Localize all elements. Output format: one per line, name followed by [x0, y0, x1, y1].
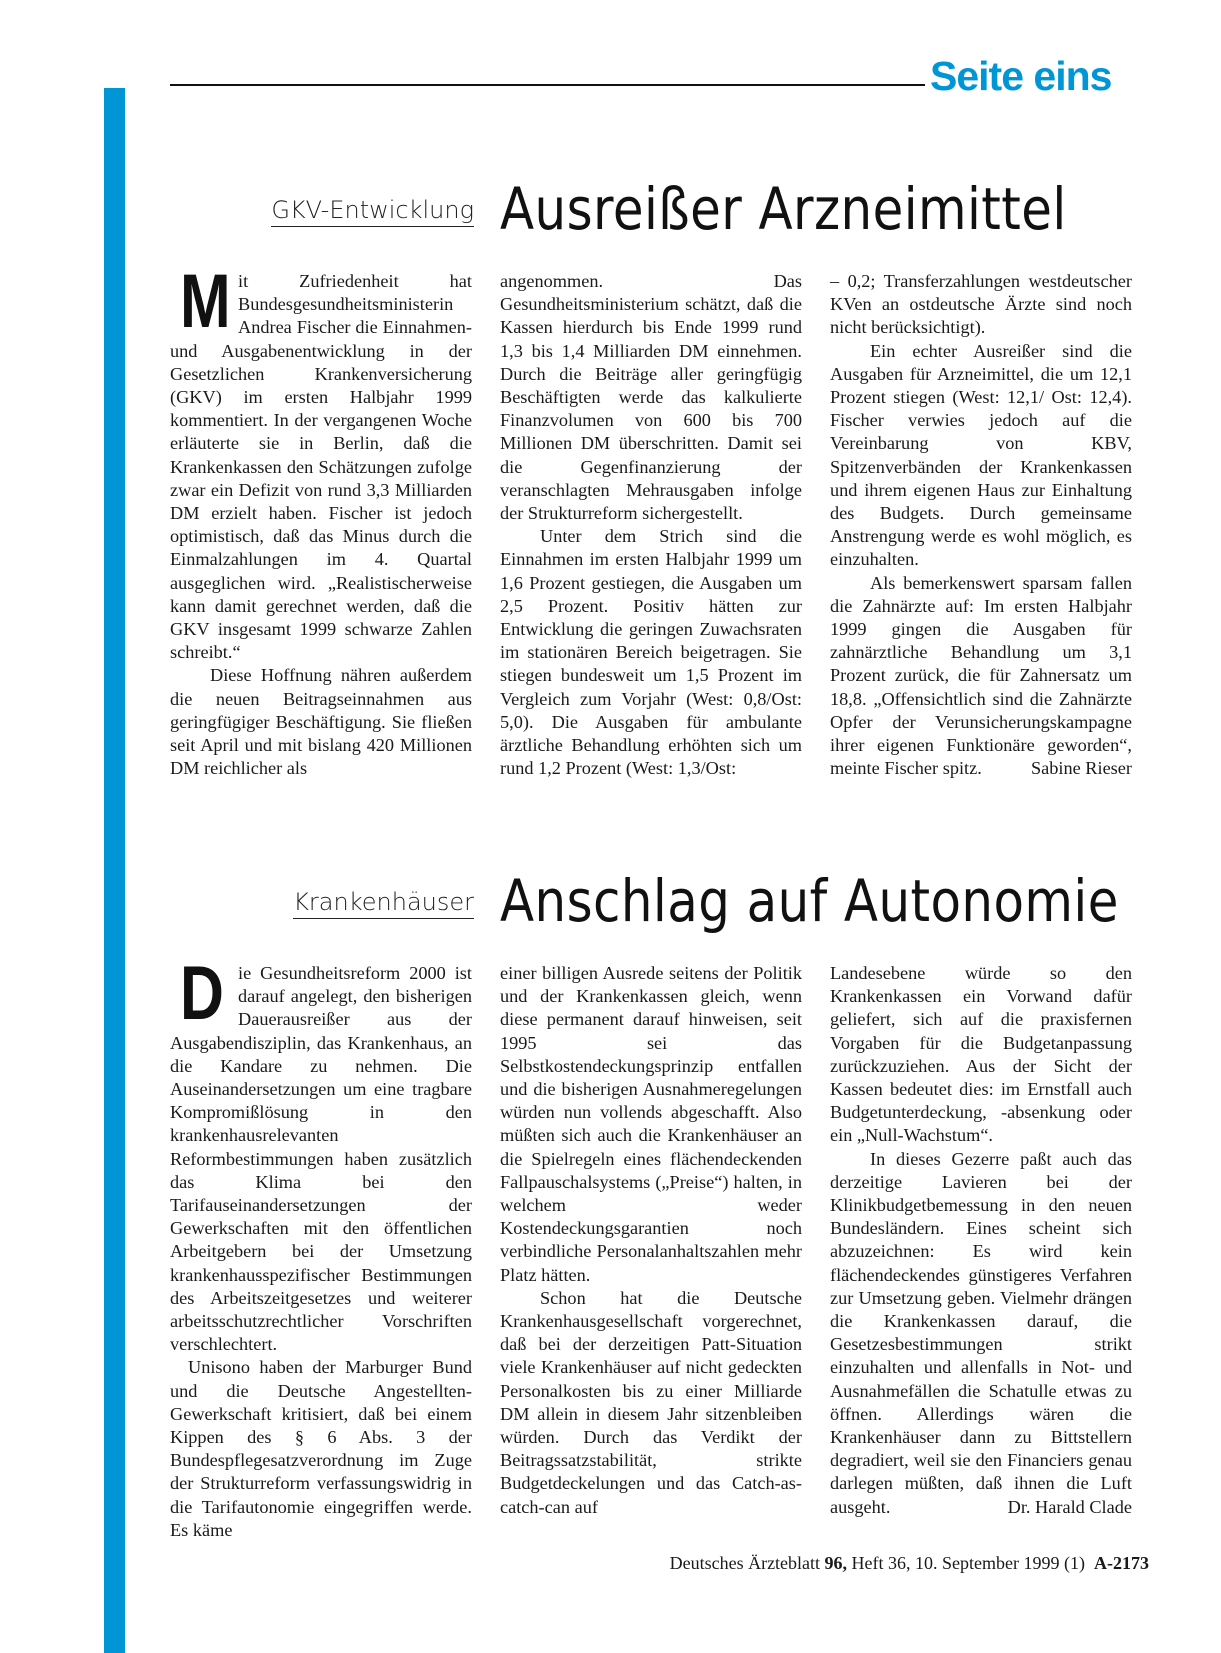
accent-sidebar-bar — [104, 88, 125, 1653]
page-footer — [670, 1553, 1149, 1574]
article1-paragraph: Diese Hoffnung nähren außerdem die neuen Beitragseinnahmen aus geringfügiger Beschäftigung. Sie fließen seit April und mit bislang 420 Millionen DM reichlicher als — [170, 665, 472, 779]
article1-author: Sabine Rieser — [1030, 758, 1132, 779]
article1-paragraph: Ein echter Ausreißer sind die Ausgaben für Arzneimittel, die um 12,1 Prozent stiegen (West: 12,1/ Ost: 12,4). Fischer verwies jedoch auf die Vereinbarung von KBV, Spitzenverbänden der Krankenkassen und ihrem eigenen Haus zur Einhaltung des Budgets. Durch gemeinsame Anstrengung werde es wohl möglich, es einzuhalten. — [830, 340, 1132, 570]
article1-column-2 — [500, 270, 802, 780]
article2-paragraph: Landesebene würde so den Krankenkassen ein Vorwand dafür geliefert, sich auf die praxisfernen Vorgaben für die Budgetanpassung zurückzuziehen. Aus der Sicht der Kassen bedeutet dies: im Ernstfall auch Budgetunterdeckung, -absenkung oder ein „Null-Wachstum“. — [830, 963, 1132, 1146]
article2-column-3 — [830, 962, 1132, 1519]
article1-paragraph: – 0,2; Transferzahlungen westdeutscher KVen an ostdeutsche Ärzte sind noch nicht berücksichtigt). — [830, 271, 1132, 338]
article2-paragraph: Schon hat die Deutsche Krankenhausgesellschaft vorgerechnet, daß bei der derzeitigen Patt-Situation viele Krankenhäuser auf nicht gedeckten Personalkosten bis zu einer Milliarde DM allein in diesem Jahr sitzenbleiben würden. Durch das Verdikt der Beitragssatzstabilität, strikte Budgetdeckelungen und das Catch-as-catch-can auf — [500, 1287, 802, 1517]
footer-page-number: A-2173 — [1094, 1553, 1149, 1573]
article2-paragraph: Unisono haben der Marburger Bund und die Deutsche Angestellten-Gewerkschaft kritisiert, daß bei einem Kippen des § 6 Abs. 3 der Bundespflegesatzverordnung im Zuge der Strukturreform verfassungswidrig in die Tarifautonomie eingegriffen werde. Es käme — [170, 1357, 472, 1540]
article2-author: Dr. Harald Clade — [1007, 1496, 1132, 1517]
article2-paragraph: einer billigen Ausrede seitens der Politik und der Krankenkassen gleich, wenn diese permanent darauf hinweisen, seit 1995 sei das Selbstkostendeckungsprinzip entfallen und die bisherigen Ausnahmeregelungen würden nun vollends abgeschafft. Also müßten sich auch die Krankenhäuser an die Spielregeln eines flächendeckenden Fallpauschalsystems („Preise“) halten, in welchem weder Kostendeckungsgarantien noch verbindliche Personalanhaltszahlen mehr Platz hätten. — [500, 963, 802, 1285]
article2-headline: Anschlag auf Autonomie — [500, 867, 1119, 935]
article1-paragraph: angenommen. Das Gesundheitsministerium schätzt, daß die Kassen hierdurch bis Ende 1999 rund 1,3 bis 1,4 Milliarden DM einnehmen. Durch die Beiträge aller geringfügig Beschäftigten werde das kalkulierte Finanzvolumen von 600 bis 700 Millionen DM überschritten. Damit sei die Gegenfinanzierung der veranschlagten Mehrausgaben infolge der Strukturreform sichergestellt. — [500, 271, 802, 524]
article1-column-3 — [830, 270, 1132, 780]
article2-paragraph: Die Gesundheitsreform 2000 ist darauf angelegt, den bisherigen Dauerausreißer aus der Ausgabendisziplin, das Krankenhaus, an die Kandare zu nehmen. Die Auseinandersetzungen um eine tragbare Kompromißlösung in den krankenhausrelevanten Reformbestimmungen haben zusätzlich das Klima bei den Tarifauseinandersetzungen der Gewerkschaften mit den öffentlichen Arbeitgebern bei der Umsetzung krankenhausspezifischer Bestimmungen des Arbeitszeitgesetzes und weiterer arbeitsschutzrechtlicher Vorschriften verschlechtert. — [170, 951, 472, 1355]
article2-paragraph: In dieses Gezerre paßt auch das derzeitige Lavieren bei der Klinikbudgetbemessung in den neuen Bundesländern. Eines scheint sich abzuzeichnen: Es wird kein flächendeckendes günstigeres Verfahren zur Umsetzung geben. Vielmehr drängen die Krankenkassen darauf, die Gesetzesbestimmungen strikt einzuhalten und allenfalls in Not- und Ausnahmefällen die Schatulle etwas zu öffnen. Allerdings wären die Krankenhäuser dann zu Bittstellern degradiert, weil sie den Financiers genau darlegen müßten, daß ihnen die Luft ausgeht. Dr. Harald Clade — [830, 1148, 1132, 1519]
footer-volume: 96, — [824, 1553, 848, 1573]
article1-dropcap: M — [180, 259, 231, 344]
article1-paragraph: Mit Zufriedenheit hat Bundesgesundheitsministerin Andrea Fischer die Einnahmen- und Ausgabenentwicklung in der Gesetzlichen Krankenversicherung (GKV) im ersten Halbjahr 1999 kommentiert. In der vergangenen Woche erläuterte sie in Berlin, daß die Krankenkassen den Schätzungen zufolge zwar ein Defizit von rund 3,3 Milliarden DM erzielt haben. Fischer ist jedoch optimistisch, daß das Minus durch die Einmalzahlungen im 4. Quartal ausgeglichen wird. „Realistischerweise kann damit gerechnet werden, daß die GKV insgesamt 1999 schwarze Zahlen schreibt.“ — [170, 259, 472, 663]
footer-journal: Deutsches Ärzteblatt — [669, 1553, 821, 1573]
article2-dropcap: D — [180, 951, 224, 1036]
article2-column-1 — [170, 951, 472, 1542]
article1-kicker: GKV-Entwicklung — [271, 196, 474, 227]
footer-issue: Heft 36, 10. September 1999 (1) — [851, 1553, 1085, 1573]
article1-headline: Ausreißer Arzneimittel — [500, 175, 1067, 243]
article1-column-1 — [170, 259, 472, 780]
article2-column-2 — [500, 962, 802, 1519]
header-rule — [170, 84, 925, 86]
article1-paragraph: Unter dem Strich sind die Einnahmen im ersten Halbjahr 1999 um 1,6 Prozent gestiegen, die Ausgaben um 2,5 Prozent. Positiv hätten zur Entwicklung die geringen Zuwachsraten im stationären Bereich beigetragen. Sie stiegen bundesweit um 1,5 Prozent im Vergleich zum Vorjahr (West: 0,8/Ost: 5,0). Die Ausgaben für ambulante ärztliche Behandlung erhöhten sich um rund 1,2 Prozent (West: 1,3/Ost: — [500, 526, 802, 779]
section-label: Seite eins — [930, 53, 1112, 99]
article1-paragraph: Als bemerkenswert sparsam fallen die Zahnärzte auf: Im ersten Halbjahr 1999 gingen die Ausgaben für zahnärztliche Behandlung um 3,1 Prozent zurück, die für Zahnersatz um 18,8. „Offensichtlich sind die Zahnärzte Opfer der Verunsicherungskampagne ihrer eigenen Funktionäre geworden“, meinte Fischer spitz. Sabine Rieser — [830, 572, 1132, 781]
article2-kicker: Krankenhäuser — [293, 888, 474, 919]
